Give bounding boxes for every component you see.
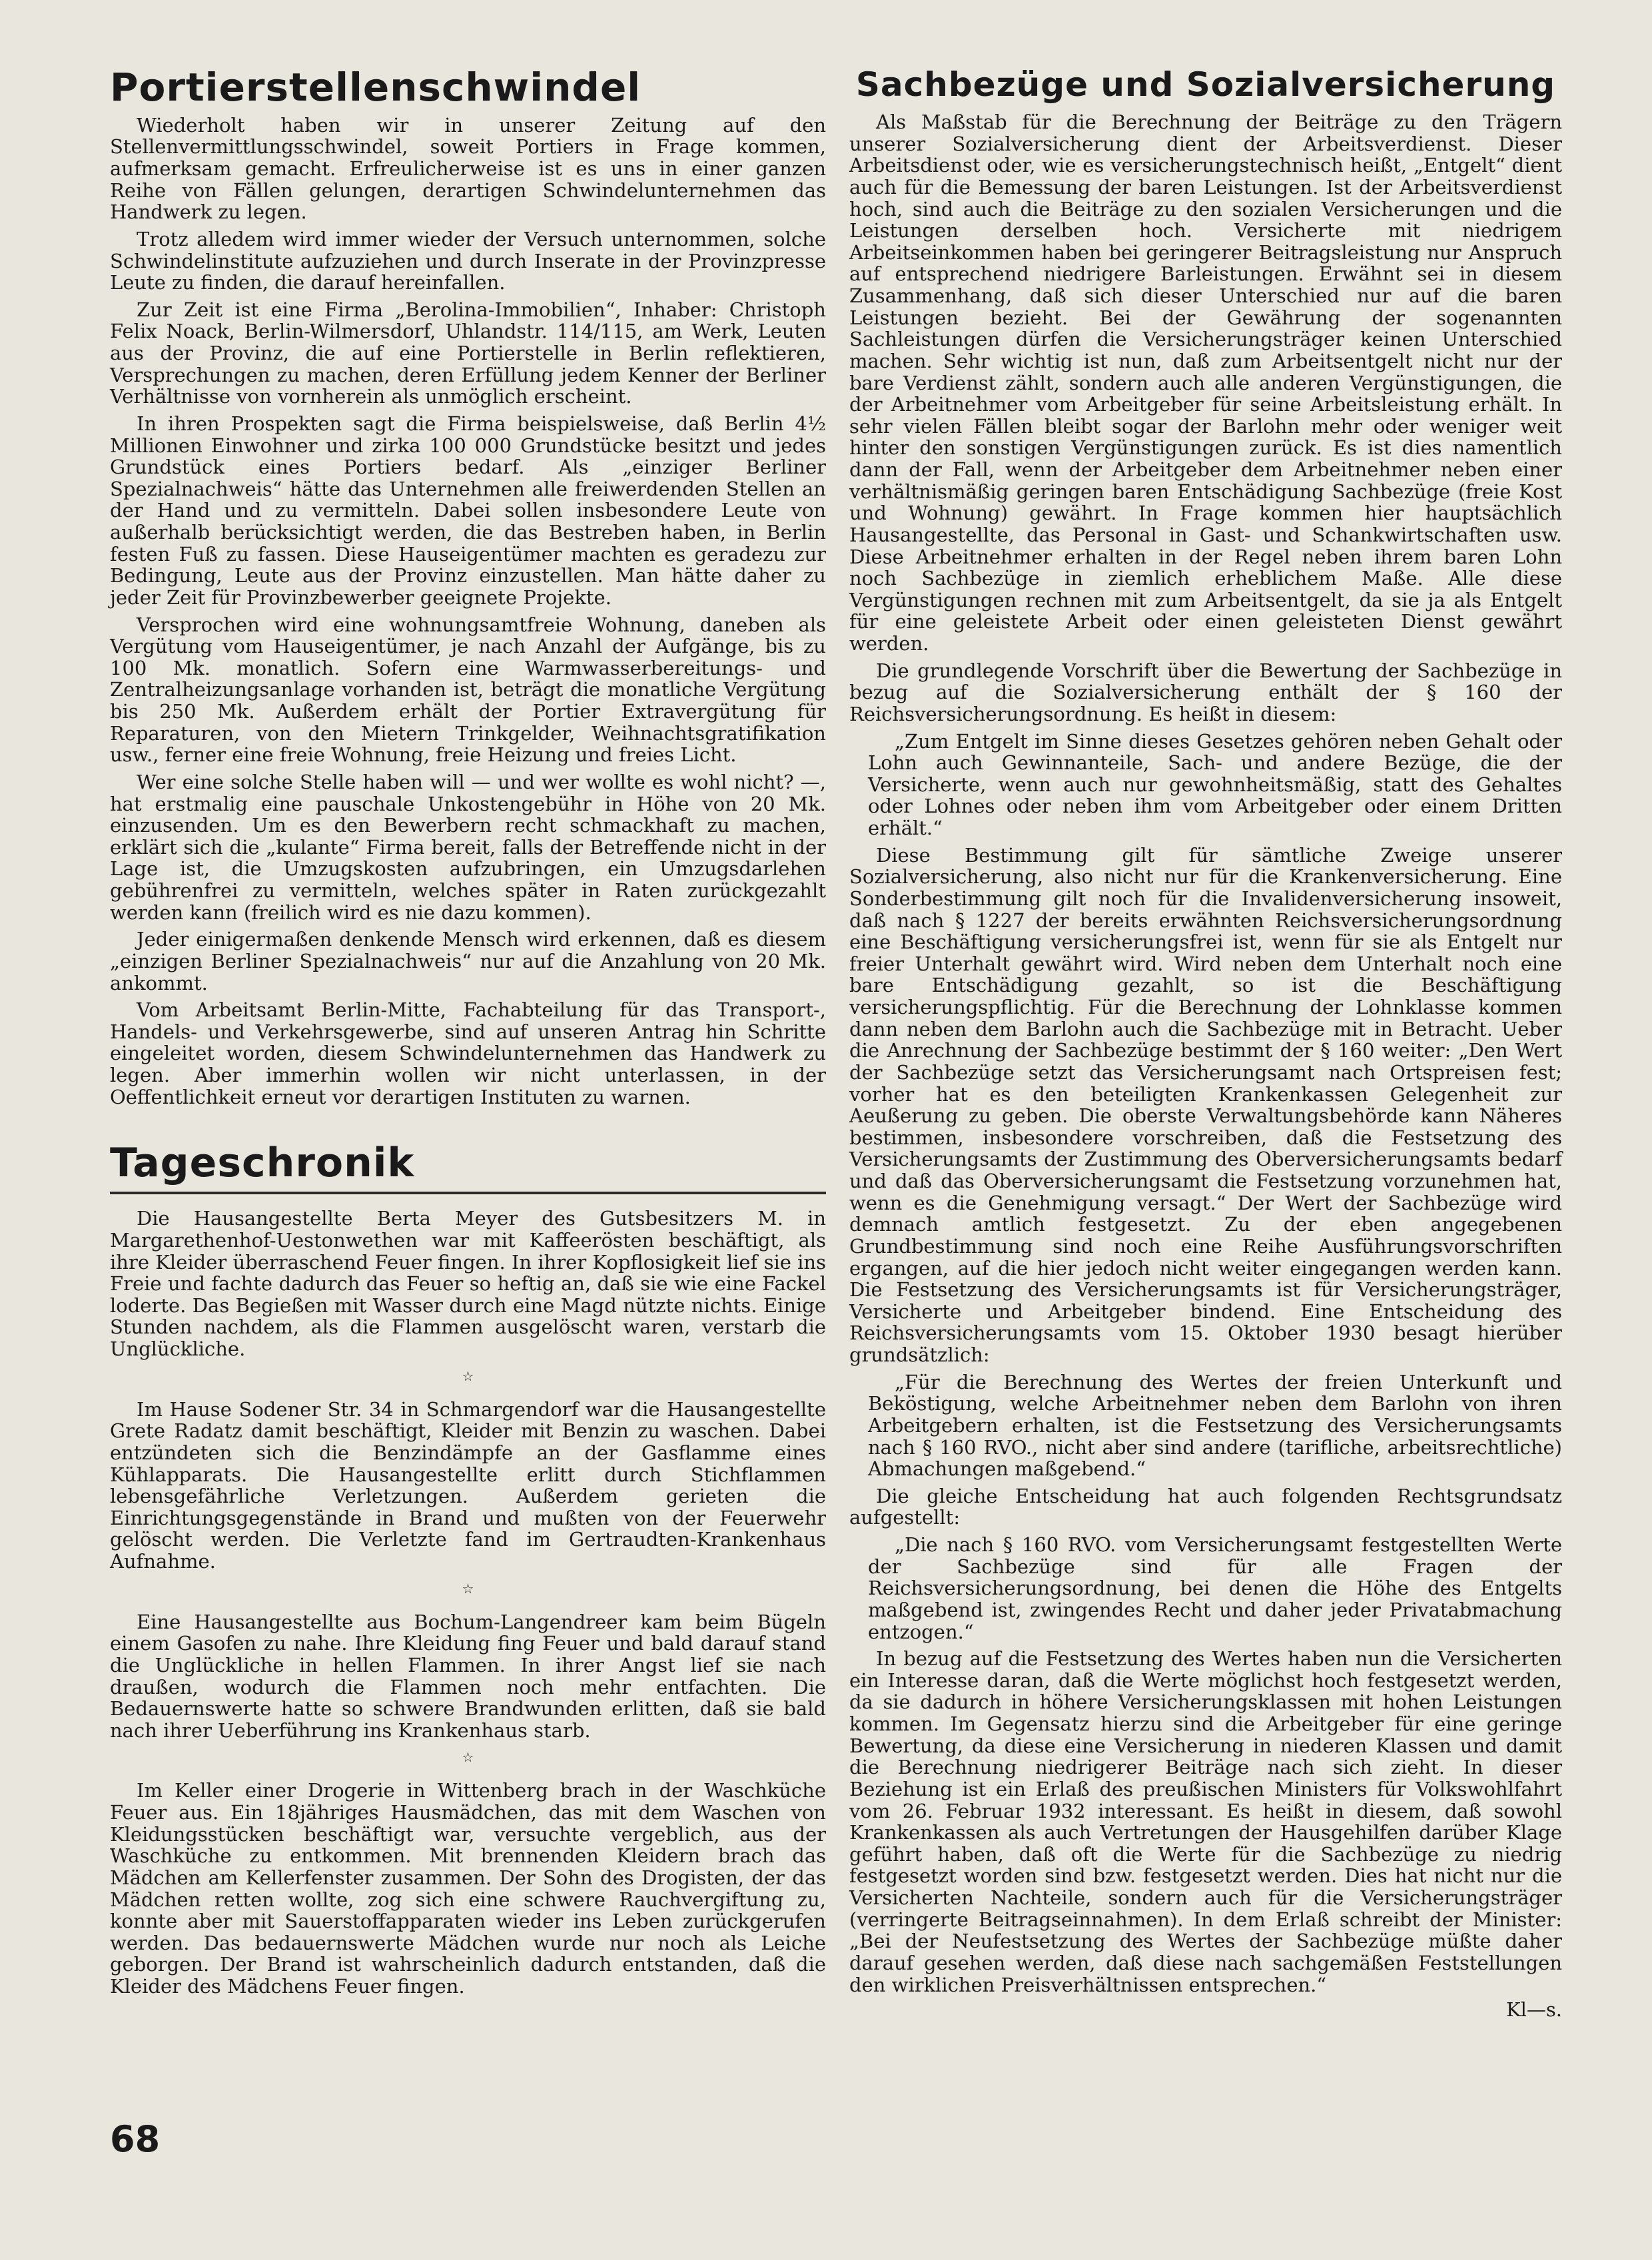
- news-item: Im Hause Sodener Str. 34 in Schmargendorf war die Hausangestellte Grete Radatz damit beschäftigt, Kleider mit Benzin zu waschen. Dabei entzündeten sich die Benzindämpfe an der Gasflamme eines Kühlapparats. Die Hausangestellte erlitt durch Stichflammen lebensgefährliche Verletzungen. Außerdem gerieten die Einrichtungsgegenstände in Brand und mußten von der Feuerwehr gelöscht werden. Die Verletzte fand im Gertraudten-Krankenhaus Aufnahme.: [110, 1397, 826, 1573]
- article-title-tageschronik: Tageschronik: [110, 1140, 415, 1187]
- article-title-portierstellenschwindel: Portierstellenschwindel: [110, 65, 641, 110]
- paragraph: In bezug auf die Festsetzung des Wertes haben nun die Versicherten ein Interesse daran, daß die Werte möglichst hoch festgesetzt werden, da sie dadurch in höhere Versicherungsklassen mit hohen Leistungen kommen. Im Gegensatz hierzu sind die Arbeitgeber für eine geringe Bewertung, da diese eine Versicherung in niederen Klassen und damit die Berechnung niedrigerer Beiträge nach sich zieht. In dieser Beziehung ist ein Erlaß des preußischen Ministers für Volkswohlfahrt vom 26. Februar 1932 interessant. Es heißt in diesem, daß sowohl Krankenkassen als auch Vertretungen der Hausgehilfen darüber Klage geführt haben, daß oft die Werte für die Sachbezüge zu niedrig festgesetzt worden sind bzw. festgesetzt werden. Dies hat nicht nur die Versicherten Nachteile, sondern auch für die Versicherungsträger (verringerte Beitragseinnahmen). In dem Erlaß schreibt der Minister: „Bei der Neufestsetzung des Wertes der Sachbezüge müßte daher darauf gesehen werden, daß diese nach sachgemäßen Feststellungen den wirklichen Preisverhältnissen entsprechen.“: [849, 1647, 1562, 1996]
- separator-star-icon: ☆: [462, 1367, 474, 1384]
- paragraph: Vom Arbeitsamt Berlin-Mitte, Fachabteilung für das Transport-, Handels- und Verkehrsgewerbe, sind auf unseren Antrag hin Schritte eingeleitet worden, diesem Schwindelunternehmen das Handwerk zu legen. Aber immerhin wollen wir nicht unterlassen, in der Oeffentlichkeit erneut vor derartigen Instituten zu warnen.: [110, 998, 826, 1108]
- paragraph: Zur Zeit ist eine Firma „Berolina-Immobilien“, Inhaber: Christoph Felix Noack, Berlin-Wilmersdorf, Uhlandstr. 114/115, am Werk, Leuten aus der Provinz, die auf eine Portierstelle in Berlin reflektieren, Versprechungen zu machen, deren Erfüllung jedem Kenner der Berliner Verhältnisse von vornherein als unmöglich erscheint.: [110, 298, 826, 408]
- paragraph: Jeder einigermaßen denkende Mensch wird erkennen, daß es diesem „einzigen Berliner Spezialnachweis“ nur auf die Anzahlung von 20 Mk. ankommt.: [110, 928, 826, 994]
- quote: „Zum Entgelt im Sinne dieses Gesetzes gehören neben Gehalt oder Lohn auch Gewinnanteile, Sach- und andere Bezüge, die der Versicherte, wenn auch nur gewohnheitsmäßig, statt des Gehaltes oder Lohnes oder neben ihm vom Arbeitgeber oder einem Dritten erhält.“: [868, 729, 1562, 839]
- paragraph: Diese Bestimmung gilt für sämtliche Zweige unserer Sozialversicherung, also nicht nur für die Krankenversicherung. Eine Sonderbestimmung gilt noch für die Invalidenversicherung insoweit, daß nach § 1227 der bereits erwähnten Reichsversicherungsordnung eine Beschäftigung versicherungsfrei ist, wenn für sie als Entgelt nur freier Unterhalt gewährt wird. Wird neben dem Unterhalt noch eine bare Entschädigung gezahlt, so ist die Beschäftigung versicherungspflichtig. Für die Berechnung der Lohnklasse kommen dann neben dem Barlohn auch die Sachbezüge mit in Betracht. Ueber die Anrechnung der Sachbezüge bestimmt der § 160 weiter: „Den Wert der Sachbezüge setzt das Versicherungsamt nach Ortspreisen fest; vorher hat es den beteiligten Krankenkassen Gelegenheit zur Aeußerung zu geben. Die oberste Verwaltungsbehörde kann Näheres bestimmen, insbesondere vorschreiben, daß die Festsetzung des Versicherungsamts der Zustimmung des Oberversicherungsamts bedarf und daß das Oberversicherungsamt die Festsetzung vorzunehmen hat, wenn es die Genehmigung versagt.“ Der Wert der Sachbezüge wird demnach amtlich festgesetzt. Zu der eben angegebenen Grundbestimmung sind noch eine Reihe Ausführungsvorschriften ergangen, auf die hier jedoch nicht weiter eingegangen werden kann. Die Festsetzung des Versicherungsamts ist für Versicherungsträger, Versicherte und Arbeitgeber bindend. Eine Entscheidung des Reichsversicherungsamts vom 15. Oktober 1930 besagt hierüber grundsätzlich:: [849, 843, 1562, 1366]
- paragraph: Als Maßstab für die Berechnung der Beiträge zu den Trägern unserer Sozialversicherung dient der Arbeitsverdienst. Dieser Arbeitsdienst oder, wie es versicherungstechnisch heißt, „Entgelt“ dient auch für die Bemessung der baren Leistungen. Ist der Arbeitsverdienst hoch, sind auch die Beiträge zu den sozialen Versicherungen und die Leistungen derselben hoch. Versicherte mit niedrigem Arbeitseinkommen haben bei geringerer Beitragsleistung nur Anspruch auf entsprechend niedrigere Barleistungen. Erwähnt sei in diesem Zusammenhang, daß sich dieser Unterschied nur auf die baren Leistungen bezieht. Bei der Gewährung der sogenannten Sachleistungen dürfen die Versicherungsträger keinen Unterschied machen. Sehr wichtig ist nun, daß zum Arbeitsentgelt nicht nur der bare Verdienst zählt, sondern auch alle anderen Vergünstigungen, die der Arbeitnehmer vom Arbeitgeber für seine Arbeitsleistung erhält. In sehr vielen Fällen bleibt sogar der Barlohn mehr oder weniger weit hinter den sonstigen Vergünstigungen zurück. Es ist dies namentlich dann der Fall, wenn der Arbeitgeber dem Arbeitnehmer neben einer verhältnismäßig geringen baren Entschädigung Sachbezüge (freie Kost und Wohnung) gewährt. In Frage kommen hier hauptsächlich Hausangestellte, das Personal in Gast- und Schankwirtschaften usw. Diese Arbeitnehmer erhalten in der Regel neben ihrem baren Lohn noch Sachbezüge in ziemlich erheblichem Maße. Alle diese Vergünstigungen rechnen mit zum Arbeitsentgelt, da sie ja als Entgelt für eine geleistete Arbeit oder einen geleisteten Dienst gewährt werden.: [849, 111, 1562, 655]
- news-item: Eine Hausangestellte aus Bochum-Langendreer kam beim Bügeln einem Gasofen zu nahe. Ihre Kleidung fing Feuer und bald darauf stand die Unglückliche in hellen Flammen. In ihrer Angst lief sie nach draußen, wodurch die Flammen noch mehr entfachten. Die Bedauernswerte hatte so schwere Brandwunden erlitten, daß sie bald nach ihrer Ueberführung ins Krankenhaus starb.: [110, 1610, 826, 1742]
- paragraph: Die gleiche Entscheidung hat auch folgenden Rechtsgrundsatz aufgestellt:: [849, 1484, 1562, 1529]
- separator-star-icon: ☆: [462, 1580, 474, 1597]
- paragraph: Wer eine solche Stelle haben will — und wer wollte es wohl nicht? —, hat erstmalig eine pauschale Unkostengebühr in Höhe von 20 Mk. einzusenden. Um es den Bewerbern recht schmackhaft zu machen, erklärt sich die „kulante“ Firma bereit, falls der Betreffende nicht in der Lage ist, die Umzugskosten aufzubringen, ein Umzugsdarlehen gebührenfrei zu vermitteln, welches später in Raten zurückgezahlt werden kann (freilich wird es nie dazu kommen).: [110, 770, 826, 924]
- author-signature: Kl—s.: [1505, 1998, 1562, 2022]
- paragraph: Versprochen wird eine wohnungsamtfreie Wohnung, daneben als Vergütung vom Hauseigentümer, je nach Anzahl der Aufgänge, bis zu 100 Mk. monatlich. Sofern eine Warmwasserbereitungs- und Zentralheizungsanlage vorhanden ist, beträgt die monatliche Vergütung bis 250 Mk. Außerdem erhält der Portier Extravergütung für Reparaturen, von den Mietern Trinkgelder, Weihnachtsgratifikation usw., ferner eine freie Wohnung, freie Heizung und freies Licht.: [110, 613, 826, 767]
- paragraph: Trotz alledem wird immer wieder der Versuch unternommen, solche Schwindelinstitute aufzuziehen und durch Inserate in der Provinzpresse Leute zu finden, die darauf hereinfallen.: [110, 227, 826, 294]
- right-column: [849, 67, 1562, 2021]
- news-item: Die Hausangestellte Berta Meyer des Gutsbesitzers M. in Margarethenhof-Uestonwethen war mit Kaffeerösten beschäftigt, als ihre Kleider überraschend Feuer fingen. In ihrer Kopflosigkeit lief sie ins Freie und fachte dadurch das Feuer so heftig an, daß sie wie eine Fackel loderte. Das Begießen mit Wasser durch eine Magd nützte nichts. Einige Stunden nachdem, als die Flammen ausgelöscht waren, verstarb die Unglückliche.: [110, 1207, 826, 1361]
- paragraph: Die grundlegende Vorschrift über die Bewertung der Sachbezüge in bezug auf die Sozialversicherung enthält der § 160 der Reichsversicherungsordnung. Es heißt in diesem:: [849, 659, 1562, 725]
- paragraph: In ihren Prospekten sagt die Firma beispielsweise, daß Berlin 4½ Millionen Einwohner und zirka 100 000 Grundstücke besitzt und jedes Grundstück eines Portiers bedarf. Als „einziger Berliner Spezialnachweis“ hätte das Unternehmen alle freiwerdenden Stellen an der Hand und zu vermitteln. Dabei sollen insbesondere Leute von außerhalb berücksichtigt werden, die das Bestreben haben, in Berlin festen Fuß zu fassen. Diese Hauseigentümer machten es geradezu zur Bedingung, Leute aus der Provinz einzustellen. Man hätte daher zu jeder Zeit für Provinzbewerber geeignete Projekte.: [110, 412, 826, 609]
- news-item: Im Keller einer Drogerie in Wittenberg brach in der Waschküche Feuer aus. Ein 18jähriges Hausmädchen, das mit dem Waschen von Kleidungsstücken beschäftigt war, versuchte vergeblich, aus der Waschküche zu entkommen. Mit brennenden Kleidern brach das Mädchen am Kellerfenster zusammen. Der Sohn des Drogisten, der das Mädchen retten wollte, zog sich eine schwere Rauchvergiftung zu, konnte aber mit Sauerstoffapparaten wieder ins Leben zurückgerufen werden. Das bedauernswerte Mädchen wurde nur noch als Leiche geborgen. Der Brand ist wahrscheinlich dadurch entstanden, daß die Kleider des Mädchens Feuer fingen.: [110, 1779, 826, 1998]
- paragraph: Wiederholt haben wir in unserer Zeitung auf den Stellenvermittlungsschwindel, soweit Portiers in Frage kommen, aufmerksam gemacht. Erfreulicherweise ist es uns in einer ganzen Reihe von Fällen gelungen, derartigen Schwindelunternehmen das Handwerk zu legen.: [110, 113, 826, 224]
- title-rule: [110, 1192, 826, 1194]
- quote: „Die nach § 160 RVO. vom Versicherungsamt festgestellten Werte der Sachbezüge sind für alle Fragen der Reichsversicherungsordnung, bei denen die Höhe des Entgelts maßgebend ist, zwingendes Recht und daher jeder Privatabmachung entzogen.“: [868, 1533, 1562, 1643]
- left-column: [110, 67, 826, 2003]
- page-number: 68: [110, 2118, 161, 2160]
- separator-star-icon: ☆: [462, 1749, 474, 1766]
- quote: „Für die Berechnung des Wertes der freien Unterkunft und Beköstigung, welche Arbeitnehmer neben dem Barlohn von ihren Arbeitgebern erhalten, ist die Festsetzung des Versicherungsamts nach § 160 RVO., nicht aber sind andere (tarifliche, arbeitsrechtliche) Abmachungen maßgebend.“: [868, 1370, 1562, 1481]
- article-title-sachbezuege: Sachbezüge und Sozialversicherung: [855, 65, 1556, 104]
